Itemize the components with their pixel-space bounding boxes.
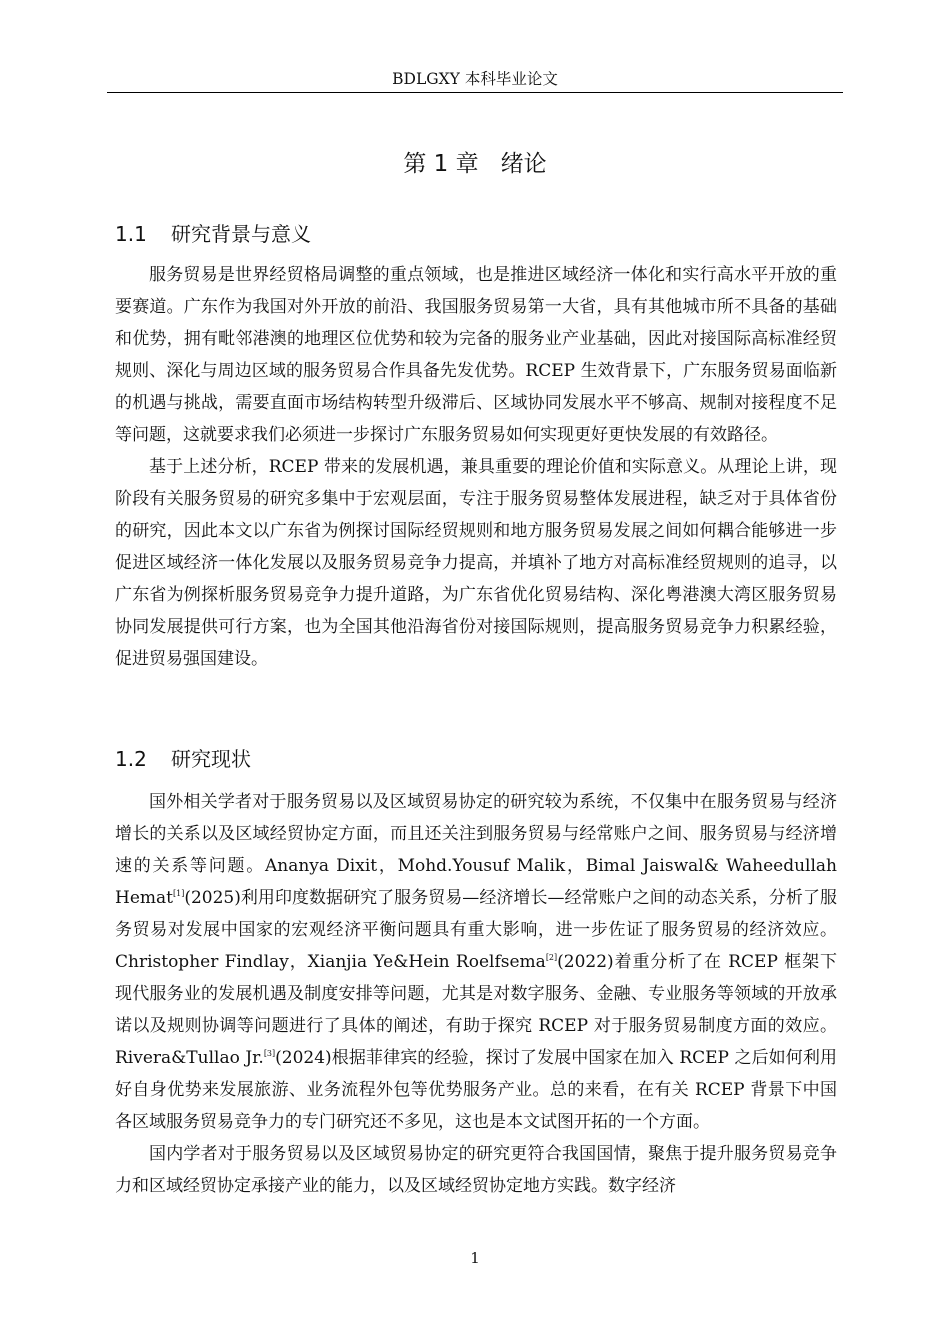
section-heading-1-2 [115, 744, 835, 774]
paragraph-text: (2022)着重分析了在 RCEP 框架下现代服务业的发展机遇及制度安排等问题，尤其是对数字服务、金融、专业服务等领域的开放承诺以及规则协调等问题进行了具体的阐述，有助于探究 RCEP 对于服务贸易制度方面的效应。Rivera&Tullao Jr. [115, 952, 837, 1068]
section-title: 研究现状 [171, 747, 251, 771]
paragraph: 国内学者对于服务贸易以及区域贸易协定的研究更符合我国国情，聚焦于提升服务贸易竞争力和区域经贸协定承接产业的能力，以及区域经贸协定地方实践。数字经济 [115, 1144, 837, 1196]
chapter-number: 第 1 章 [403, 151, 479, 177]
running-header: BDLGXY 本科毕业论文 [107, 66, 843, 93]
paragraph [115, 786, 837, 1138]
paragraph-text: (2025)利用印度数据研究了服务贸易—经济增长—经常账户之间的动态关系，分析了服务贸易对发展中国家的宏观经济平衡问题具有重大影响，进一步佐证了服务贸易的经济效应。Christopher Findlay，Xianjia Ye&Hein Roelfsema [115, 888, 837, 972]
page-number: 1 [470, 1249, 480, 1267]
section-heading-1-1 [115, 219, 835, 249]
section-1-1-body [115, 259, 837, 675]
section-number: 1.1 [115, 222, 147, 246]
section-1-2-body [115, 786, 837, 1202]
paragraph: 基于上述分析，RCEP 带来的发展机遇，兼具重要的理论价值和实际意义。从理论上讲，现阶段有关服务贸易的研究多集中于宏观层面，专注于服务贸易整体发展进程，缺乏对于具体省份的研究，因此本文以广东省为例探讨国际经贸规则和地方服务贸易发展之间如何耦合能够进一步促进区域经济一体化发展以及服务贸易竞争力提高，并填补了地方对高标准经贸规则的追寻，以广东省为例探析服务贸易竞争力提升道路，为广东省优化贸易结构、深化粤港澳大湾区服务贸易协同发展提供可行方案，也为全国其他沿海省份对接国际规则，提高服务贸易竞争力积累经验，促进贸易强国建设。 [115, 457, 837, 669]
chapter-name: 绪论 [500, 151, 547, 177]
chapter-title [107, 148, 843, 180]
citation-ref-1: [1] [172, 889, 185, 898]
paragraph-text: (2024)根据菲律宾的经验，探讨了发展中国家在加入 RCEP 之后如何利用好自身优势来发展旅游、业务流程外包等优势服务产业。总的来看，在有关 RCEP 背景下中国各区域服务贸易竞争力的专门研究还不多见，这也是本文试图开拓的一个方面。 [115, 1048, 837, 1132]
citation-ref-2: [2] [545, 953, 558, 962]
citation-ref-3: [3] [263, 1049, 276, 1058]
paragraph-text: 国外相关学者对于服务贸易以及区域贸易协定的研究较为系统，不仅集中在服务贸易与经济增长的关系以及区域经贸协定方面，而且还关注到服务贸易与经常账户之间、服务贸易与经济增速的关系等问题。Ananya Dixit，Mohd.Yousuf Malik，Bimal Jaiswal& Waheedullah Hemat [115, 792, 837, 908]
paragraph: 服务贸易是世界经贸格局调整的重点领域，也是推进区域经济一体化和实行高水平开放的重要赛道。广东作为我国对外开放的前沿、我国服务贸易第一大省，具有其他城市所不具备的基础和优势，拥有毗邻港澳的地理区位优势和较为完备的服务业产业基础，因此对接国际高标准经贸规则、深化与周边区域的服务贸易合作具备先发优势。RCEP 生效背景下，广东服务贸易面临新的机遇与挑战，需要直面市场结构转型升级滞后、区域协同发展水平不够高、规制对接程度不足等问题，这就要求我们必须进一步探讨广东服务贸易如何实现更好更快发展的有效路径。 [115, 265, 837, 445]
section-title: 研究背景与意义 [171, 222, 311, 246]
section-number: 1.2 [115, 747, 147, 771]
